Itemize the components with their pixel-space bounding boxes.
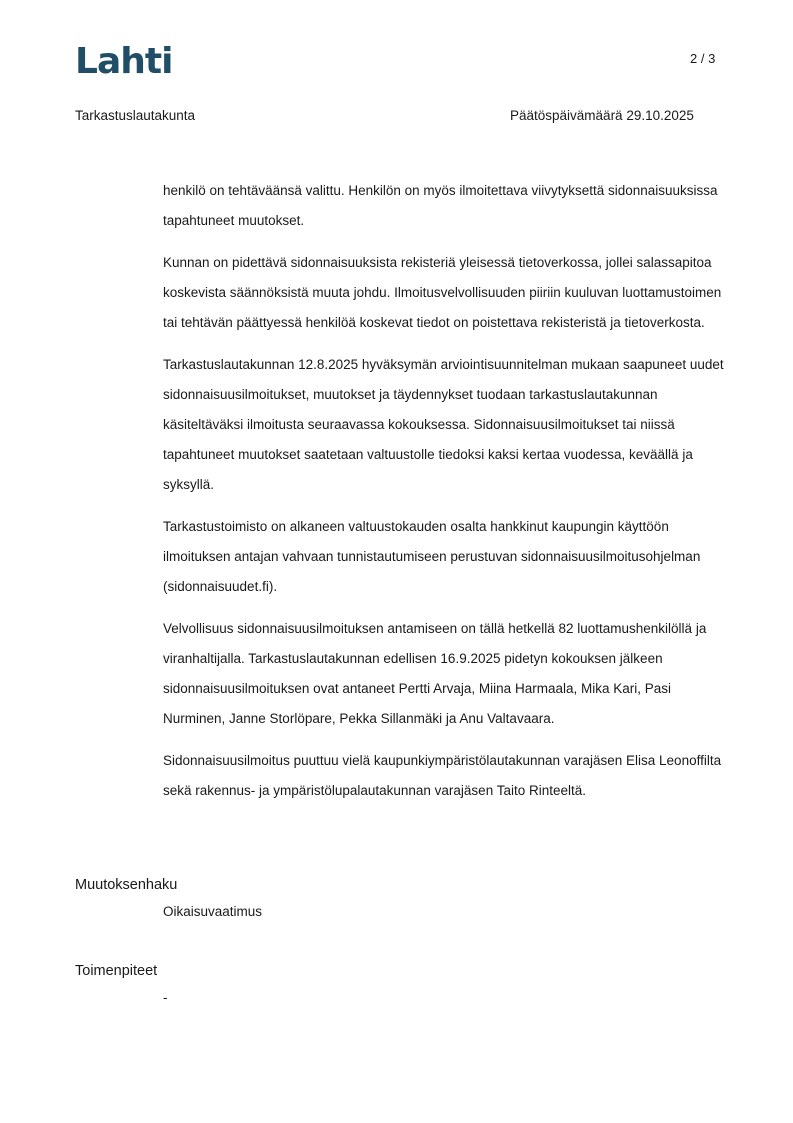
appeal-heading: Muutoksenhaku	[75, 877, 178, 893]
appeal-content: Oikaisuvaatimus	[163, 904, 263, 919]
paragraph: Kunnan on pidettävä sidonnaisuuksista rekisteriä yleisessä tietoverkossa, jollei salassapitoa koskevista säännöksistä muuta johdu. Ilmoitusvelvollisuuden piiriin kuuluvan luottamustoimen tai tehtävän päättyessä henkilöä koskevat tiedot on poistettava rekisteristä ja tietoverkosta.	[163, 255, 722, 330]
body-text	[163, 176, 728, 818]
page-number: 2 / 3	[690, 51, 716, 66]
paragraph: Sidonnaisuusilmoitus puuttuu vielä kaupunkiympäristölautakunnan varajäsen Elisa Leonoffilta sekä rakennus- ja ympäristölupalautakunnan varajäsen Taito Rinteeltä.	[163, 753, 722, 798]
actions-heading: Toimenpiteet	[75, 963, 158, 979]
lahti-logo: Lahti	[75, 41, 173, 82]
paragraph: Velvollisuus sidonnaisuusilmoituksen antamiseen on tällä hetkellä 82 luottamushenkilöllä ja viranhaltijalla. Tarkastuslautakunnan edellisen 16.9.2025 pidetyn kokouksen jälkeen sidonnaisuusilmoituksen ovat antaneet Pertti Arvaja, Miina Harmaala, Mika Kari, Pasi Nurminen, Janne Storlöpare, Pekka Sillanmäki ja Anu Valtavaara.	[163, 621, 707, 726]
paragraph: Tarkastustoimisto on alkaneen valtuustokauden osalta hankkinut kaupungin käyttöön ilmoituksen antajan vahvaan tunnistautumiseen perustuvan sidonnaisuusilmoitusohjelman (sidonnaisuudet.fi).	[163, 519, 701, 594]
paragraph: henkilö on tehtäväänsä valittu. Henkilön on myös ilmoitettava viivytyksettä sidonnaisuuksissa tapahtuneet muutokset.	[163, 183, 718, 228]
paragraph: Tarkastuslautakunnan 12.8.2025 hyväksymän arviointisuunnitelman mukaan saapuneet uudet sidonnaisuusilmoitukset, muutokset ja täydennykset tuodaan tarkastuslautakunnan käsiteltäväksi ilmoitusta seuraavassa kokouksessa. Sidonnaisuusilmoitukset tai niissä tapahtuneet muutokset saatetaan valtuustolle tiedoksi kaksi kertaa vuodessa, keväällä ja syksyllä.	[163, 357, 724, 492]
organization-name: Tarkastuslautakunta	[75, 108, 196, 123]
actions-content: -	[163, 990, 168, 1005]
decision-date: Päätöspäivämäärä 29.10.2025	[510, 108, 694, 123]
